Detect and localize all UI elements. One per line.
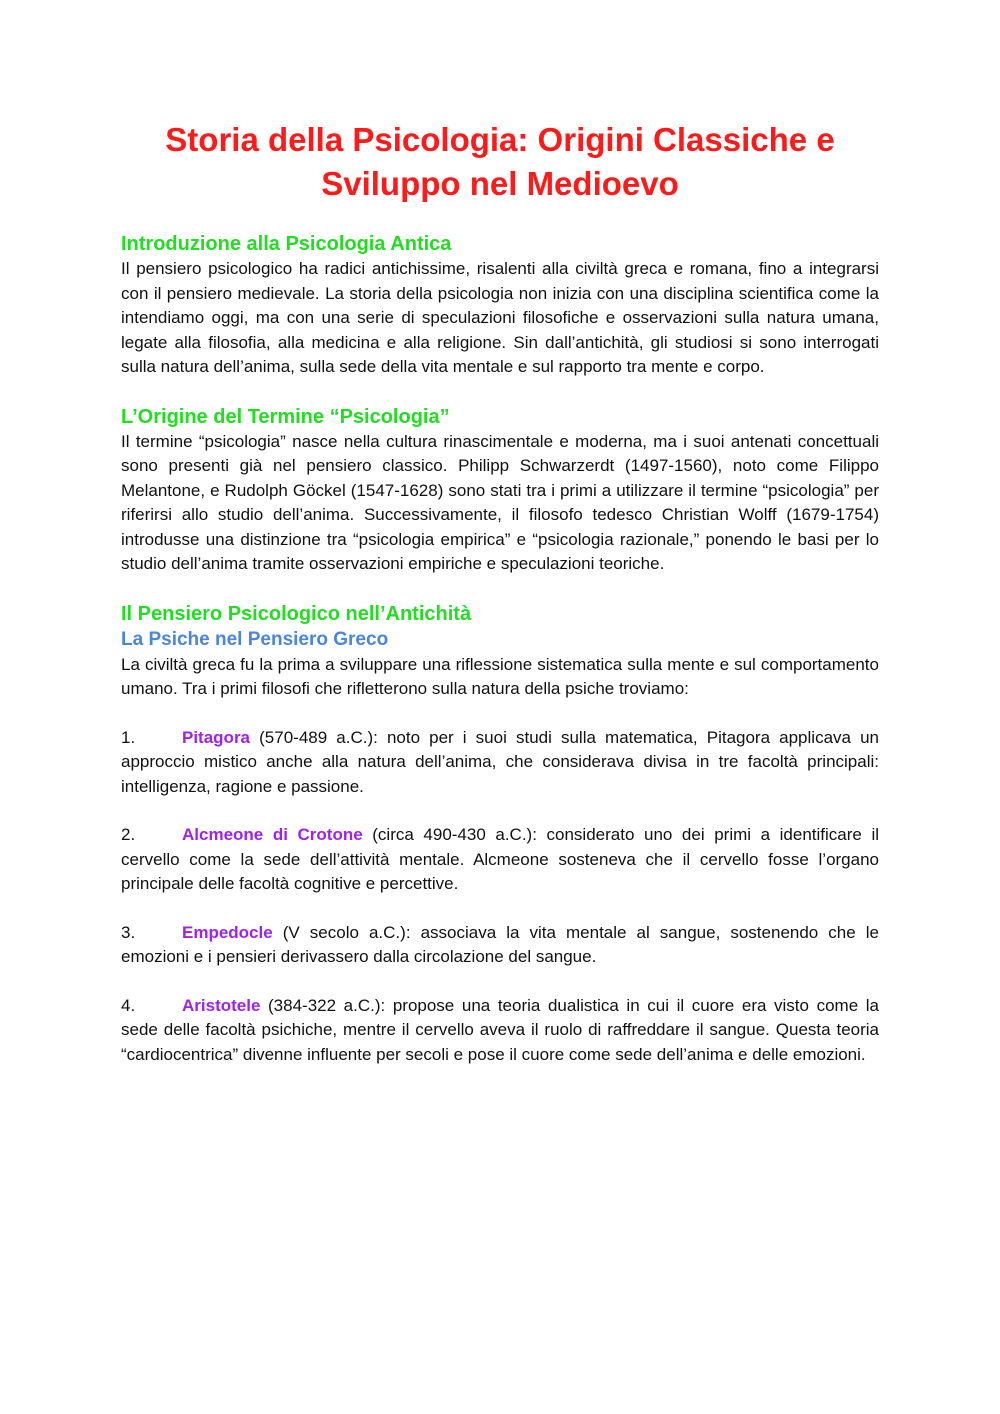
section-heading: Il Pensiero Psicologico nell’Antichità <box>121 602 472 625</box>
philosopher-name: Pitagora <box>182 727 251 747</box>
list-item-alcmeone <box>121 823 879 897</box>
document-page <box>121 118 879 1067</box>
philosopher-name: Aristotele <box>182 995 261 1015</box>
philosopher-name: Empedocle <box>182 922 273 942</box>
section-term-origin <box>121 404 879 577</box>
section-subheading: La Psiche nel Pensiero Greco <box>121 628 389 650</box>
list-item-aristotele <box>121 994 879 1068</box>
section-heading: L’Origine del Termine “Psicologia” <box>121 405 450 428</box>
list-item-text: (384-322 a.C.): propose una teoria dualistica in cui il cuore era visto come la sede delle facoltà psichiche, mentre il cervello aveva il ruolo di raffreddare il sangue. Questa teoria “cardiocentrica” divenne influente per secoli e pose il cuore come sede dell’anima e delle emozioni. <box>121 995 879 1064</box>
list-item-text: (570-489 a.C.): noto per i suoi studi sulla matematica, Pitagora applicava un approccio mistico anche alla natura dell’anima, che considerava divisa in tre facoltà principali: intelligenza, ragione e passione. <box>121 727 879 796</box>
section-paragraph: Il pensiero psicologico ha radici antichissime, risalenti alla civiltà greca e romana, fino a integrarsi con il pensiero medievale. La storia della psicologia non inizia con una disciplina scientifica come la intendiamo oggi, ma con una serie di speculazioni filosofiche e osservazioni sulla natura umana, legate alla filosofia, alla medicina e alla religione. Sin dall’antichità, gli studiosi si sono interrogati sulla natura dell’anima, sulla sede della vita mentale e sul rapporto tra mente e corpo. <box>121 259 879 376</box>
list-item-text: (circa 490-430 a.C.): considerato uno dei primi a identificare il cervello come la sede dell’attività mentale. Alcmeone sosteneva che il cervello fosse l’organo principale delle facoltà cognitive e percettive. <box>121 825 879 893</box>
list-number: 3. <box>121 922 136 942</box>
list-number: 1. <box>121 727 136 747</box>
section-paragraph: Il termine “psicologia” nasce nella cultura rinascimentale e moderna, ma i suoi antenati concettuali sono presenti già nel pensiero classico. Philipp Schwarzerdt (1497-1560), noto come Filippo Melantone, e Rudolph Göckel (1547-1628) sono stati tra i primi a utilizzare il termine “psicologia” per riferirsi allo studio dell’anima. Successivamente, il filosofo tedesco Christian Wolff (1679-1754) introdusse una distinzione tra “psicologia empirica” e “psicologia razionale,” ponendo le basi per lo studio dell’anima tramite osservazioni empiriche e speculazioni teoriche. <box>121 431 879 573</box>
philosopher-name: Alcmeone di Crotone <box>182 825 363 844</box>
document-title: Storia della Psicologia: Origini Classiche e Sviluppo nel Medioevo <box>165 121 835 202</box>
list-number: 2. <box>121 825 136 844</box>
section-paragraph: La civiltà greca fu la prima a sviluppare una riflessione sistematica sulla mente e sul comportamento umano. Tra i primi filosofi che rifletterono sulla natura della psiche troviamo: <box>121 654 879 698</box>
section-heading: Introduzione alla Psicologia Antica <box>121 233 452 255</box>
list-item-empedocle <box>121 921 879 970</box>
list-item-text: (V secolo a.C.): associava la vita mentale al sangue, sostenendo che le emozioni e i pensieri derivassero dalla circolazione del sangue. <box>121 922 879 966</box>
section-antiquity <box>121 601 879 1068</box>
list-item-pitagora <box>121 726 879 800</box>
section-introduction <box>121 231 879 380</box>
list-number: 4. <box>121 995 136 1015</box>
